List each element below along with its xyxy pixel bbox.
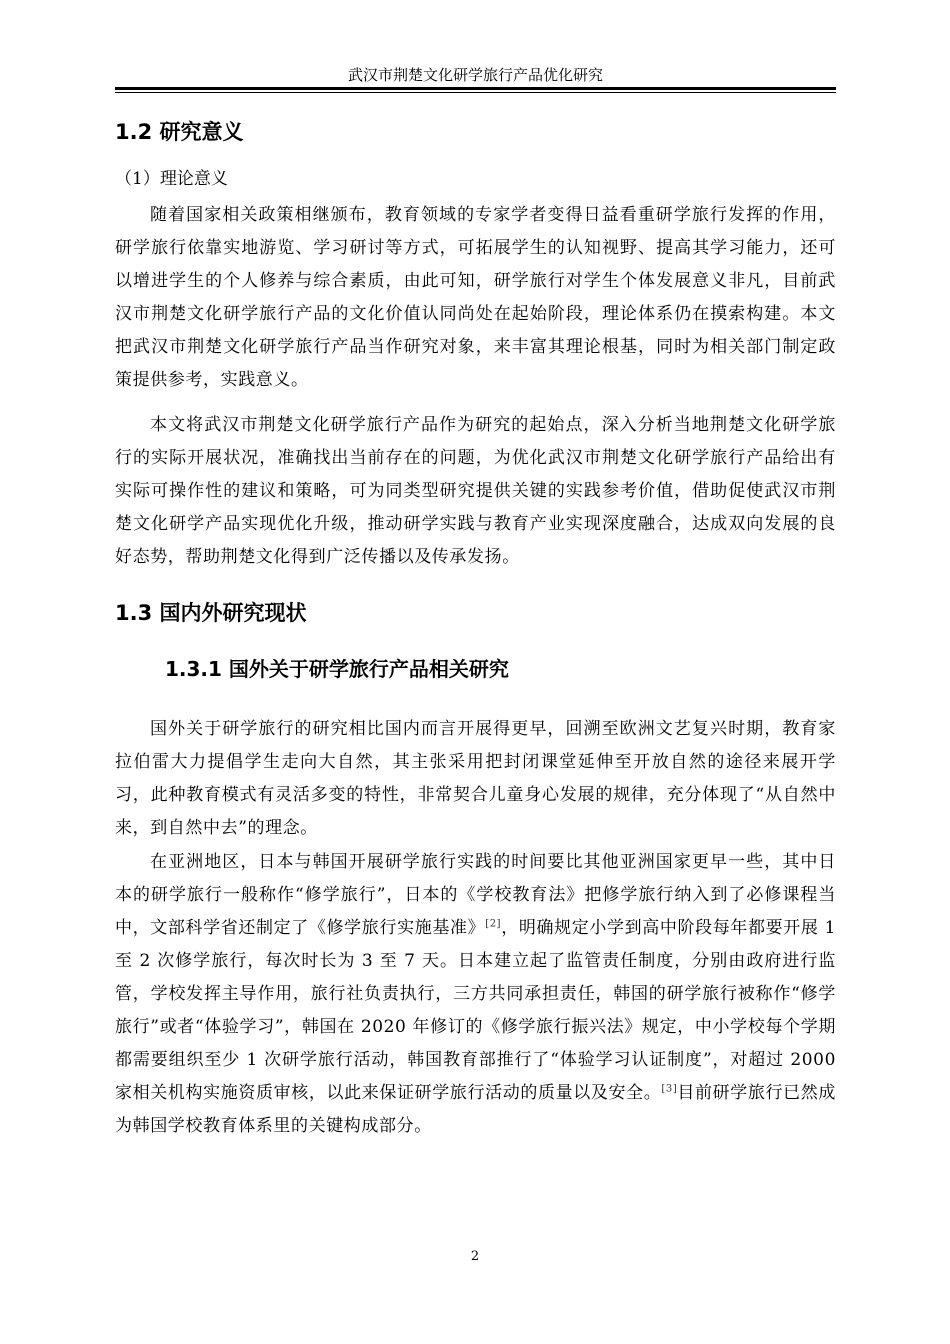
running-header: 武汉市荆楚文化研学旅行产品优化研究 bbox=[347, 66, 603, 84]
paragraph-text-part-3: 目前研学旅行已然成为韩国学校教育体系里的关键构成部分。 bbox=[115, 1083, 836, 1136]
paragraph-1-3-1-b bbox=[115, 846, 836, 1143]
subheading-theory: （1）理论意义 bbox=[115, 169, 228, 189]
paragraph-1-2-b: 本文将武汉市荆楚文化研学旅行产品作为研究的起始点，深入分析当地荆楚文化研学旅行的实际开展状况，准确找出当前存在的问题，为优化武汉市荆楚文化研学旅行产品给出有实际可操作性的建议和策略，可为同类型研究提供关键的实践参考价值，借助促使武汉市荆楚文化研学产品实现优化升级，推动研学实践与教育产业实现深度融合，达成双向发展的良好态势，帮助荆楚文化得到广泛传播以及传承发扬。 bbox=[115, 415, 836, 567]
section-heading-1-2: 1.2 研究意义 bbox=[115, 120, 244, 144]
section-heading-1-3: 1.3 国内外研究现状 bbox=[115, 601, 307, 625]
header-rule-thin bbox=[115, 92, 836, 93]
paragraph-text-part-2: ，明确规定小学到高中阶段每年都要开展 1 至 2 次修学旅行，每次时长为 3 至 7 天。日本建立起了监管责任制度，分别由政府进行监管，学校发挥主导作用，旅行社负责执行，三方共同承担责任，韩国的研学旅行被称作“修学旅行”或者“体验学习”，韩国在 2020 年修订的《修学旅行振兴法》规定，中小学校每个学期都需要组织至少 1 次研学旅行活动，韩国教育部推行了“体验学习认证制度”，对超过 2000 家相关机构实施资质审核，以此来保证研学旅行活动的质量以及安全。 bbox=[115, 918, 836, 1103]
paragraph-1-2-a: 随着国家相关政策相继颁布，教育领域的专家学者变得日益看重研学旅行发挥的作用，研学旅行依靠实地游览、学习研讨等方式，可拓展学生的认知视野、提高其学习能力，还可以增进学生的个人修养与综合素质，由此可知，研学旅行对学生个体发展意义非凡，目前武汉市荆楚文化研学旅行产品的文化价值认同尚处在起始阶段，理论体系仍在摸索构建。本文把武汉市荆楚文化研学旅行产品当作研究对象，来丰富其理论根基，同时为相关部门制定政策提供参考，实践意义。 bbox=[115, 205, 836, 390]
citation-ref-3: [3] bbox=[661, 1083, 678, 1095]
paragraph-1-3-1-a: 国外关于研学旅行的研究相比国内而言开展得更早，回溯至欧洲文艺复兴时期，教育家拉伯雷大力提倡学生走向大自然，其主张采用把封闭课堂延伸至开放自然的途径来展开学习，此种教育模式有灵活多变的特性，非常契合儿童身心发展的规律，充分体现了“从自然中来，到自然中去”的理念。 bbox=[115, 719, 836, 838]
paragraph-text-part-1: 在亚洲地区，日本与韩国开展研学旅行实践的时间要比其他亚洲国家更早一些，其中日本的研学旅行一般称作“修学旅行”，日本的《学校教育法》把修学旅行纳入到了必修课程当中，文部科学省还制定了《修学旅行实施基准》 bbox=[115, 852, 836, 938]
citation-ref-2: [2] bbox=[485, 918, 502, 930]
section-heading-1-3-1: 1.3.1 国外关于研学旅行产品相关研究 bbox=[165, 657, 509, 681]
header-rule-thick bbox=[115, 87, 836, 90]
page-number: 2 bbox=[470, 1249, 480, 1264]
